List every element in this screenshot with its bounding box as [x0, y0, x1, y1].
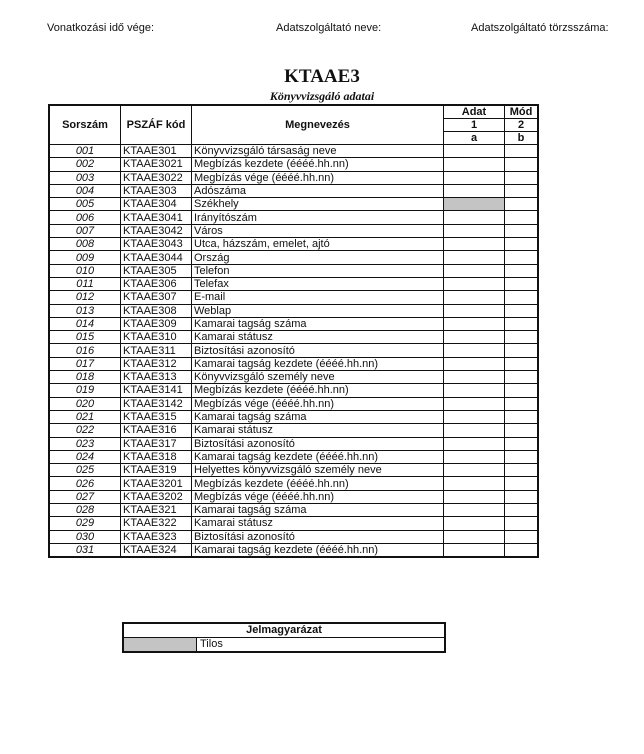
row-mod-cell[interactable] — [505, 224, 539, 237]
form-subtitle: Könyvvizsgáló adatai — [269, 89, 375, 103]
row-number: 030 — [49, 530, 121, 543]
row-pszaf-code: KTAAE316 — [121, 424, 192, 437]
row-number: 022 — [49, 424, 121, 437]
row-description: Biztosítási azonosító — [192, 344, 444, 357]
row-mod-cell[interactable] — [505, 331, 539, 344]
row-pszaf-code: KTAAE311 — [121, 344, 192, 357]
row-pszaf-code: KTAAE3202 — [121, 490, 192, 503]
row-number: 002 — [49, 158, 121, 171]
row-pszaf-code: KTAAE315 — [121, 410, 192, 423]
row-mod-cell[interactable] — [505, 464, 539, 477]
row-mod-cell[interactable] — [505, 517, 539, 530]
row-adat-cell[interactable] — [444, 450, 505, 463]
row-mod-cell[interactable] — [505, 184, 539, 197]
provider-id-label: Adatszolgáltató törzsszáma: — [471, 22, 609, 34]
header-adat-number: 1 — [444, 119, 505, 132]
row-description: Kamarai státusz — [192, 331, 444, 344]
row-pszaf-code: KTAAE305 — [121, 264, 192, 277]
row-adat-cell[interactable] — [444, 238, 505, 251]
header-mod-number: 2 — [505, 119, 539, 132]
row-description: Biztosítási azonosító — [192, 530, 444, 543]
row-pszaf-code: KTAAE3042 — [121, 224, 192, 237]
row-mod-cell[interactable] — [505, 344, 539, 357]
row-number: 024 — [49, 450, 121, 463]
row-mod-cell[interactable] — [505, 424, 539, 437]
row-description: Helyettes könyvvizsgáló személy neve — [192, 464, 444, 477]
row-adat-cell[interactable] — [444, 397, 505, 410]
table-row — [49, 184, 538, 197]
row-pszaf-code: KTAAE306 — [121, 277, 192, 290]
table-row — [49, 171, 538, 184]
row-description: Weblap — [192, 304, 444, 317]
row-adat-cell[interactable] — [444, 251, 505, 264]
table-row — [49, 251, 538, 264]
row-number: 005 — [49, 198, 121, 211]
row-number: 008 — [49, 238, 121, 251]
row-adat-cell[interactable] — [444, 517, 505, 530]
table-row — [49, 477, 538, 490]
row-description: Székhely — [192, 198, 444, 211]
header-mod: Mód — [505, 105, 539, 119]
row-pszaf-code: KTAAE3201 — [121, 477, 192, 490]
row-adat-cell[interactable] — [444, 211, 505, 224]
table-row — [49, 224, 538, 237]
row-description: Kamarai tagság kezdete (éééé.hh.nn) — [192, 543, 444, 557]
row-pszaf-code: KTAAE313 — [121, 371, 192, 384]
table-row — [49, 397, 538, 410]
row-description: Megbízás kezdete (éééé.hh.nn) — [192, 477, 444, 490]
row-description: Megbízás vége (éééé.hh.nn) — [192, 397, 444, 410]
row-adat-cell[interactable] — [444, 224, 505, 237]
table-row — [49, 464, 538, 477]
row-description: Megbízás vége (éééé.hh.nn) — [192, 490, 444, 503]
table-row — [49, 238, 538, 251]
row-description: Város — [192, 224, 444, 237]
row-mod-cell[interactable] — [505, 171, 539, 184]
row-description: Kamarai tagság száma — [192, 504, 444, 517]
table-row — [49, 384, 538, 397]
header-adat: Adat — [444, 105, 505, 119]
row-mod-cell[interactable] — [505, 357, 539, 370]
table-row — [49, 490, 538, 503]
row-description: Irányítószám — [192, 211, 444, 224]
row-description: Kamarai státusz — [192, 424, 444, 437]
row-pszaf-code: KTAAE307 — [121, 291, 192, 304]
table-row — [49, 450, 538, 463]
row-number: 025 — [49, 464, 121, 477]
row-adat-cell[interactable] — [444, 504, 505, 517]
form-title: KTAAE3 — [284, 66, 360, 87]
table-row — [49, 424, 538, 437]
row-number: 016 — [49, 344, 121, 357]
row-adat-cell[interactable] — [444, 530, 505, 543]
table-row — [49, 317, 538, 330]
row-number: 009 — [49, 251, 121, 264]
row-number: 015 — [49, 331, 121, 344]
auditor-data-table — [48, 104, 539, 558]
row-pszaf-code: KTAAE318 — [121, 450, 192, 463]
row-number: 007 — [49, 224, 121, 237]
legend-table — [122, 622, 446, 653]
row-mod-cell[interactable] — [505, 251, 539, 264]
row-adat-cell[interactable] — [444, 158, 505, 171]
row-adat-cell[interactable] — [444, 344, 505, 357]
row-number: 020 — [49, 397, 121, 410]
table-row — [49, 145, 538, 158]
table-row — [49, 371, 538, 384]
row-adat-cell[interactable] — [444, 543, 505, 557]
row-description: Könyvvizsgáló személy neve — [192, 371, 444, 384]
row-adat-cell[interactable] — [444, 477, 505, 490]
row-mod-cell[interactable] — [505, 211, 539, 224]
row-mod-cell[interactable] — [505, 145, 539, 158]
row-description: Megbízás vége (éééé.hh.nn) — [192, 171, 444, 184]
row-adat-cell[interactable] — [444, 291, 505, 304]
table-row — [49, 344, 538, 357]
row-pszaf-code: KTAAE3022 — [121, 171, 192, 184]
table-row — [49, 211, 538, 224]
table-row — [49, 304, 538, 317]
row-pszaf-code: KTAAE317 — [121, 437, 192, 450]
row-mod-cell[interactable] — [505, 291, 539, 304]
row-adat-cell[interactable] — [444, 184, 505, 197]
row-mod-cell[interactable] — [505, 317, 539, 330]
row-mod-cell[interactable] — [505, 450, 539, 463]
table-row — [49, 437, 538, 450]
row-mod-cell[interactable] — [505, 437, 539, 450]
header-mod-letter: b — [505, 132, 539, 145]
row-description: Kamarai státusz — [192, 517, 444, 530]
row-number: 014 — [49, 317, 121, 330]
row-pszaf-code: KTAAE322 — [121, 517, 192, 530]
provider-name-label: Adatszolgáltató neve: — [276, 22, 382, 34]
row-mod-cell[interactable] — [505, 397, 539, 410]
row-description: E-mail — [192, 291, 444, 304]
row-adat-cell[interactable] — [444, 357, 505, 370]
row-adat-cell[interactable] — [444, 490, 505, 503]
row-pszaf-code: KTAAE321 — [121, 504, 192, 517]
row-number: 029 — [49, 517, 121, 530]
row-number: 027 — [49, 490, 121, 503]
row-pszaf-code: KTAAE3141 — [121, 384, 192, 397]
row-number: 006 — [49, 211, 121, 224]
row-adat-cell[interactable] — [444, 145, 505, 158]
row-adat-cell — [444, 198, 505, 211]
table-row — [49, 198, 538, 211]
row-description: Adószáma — [192, 184, 444, 197]
row-mod-cell[interactable] — [505, 304, 539, 317]
row-pszaf-code: KTAAE309 — [121, 317, 192, 330]
row-number: 012 — [49, 291, 121, 304]
row-adat-cell[interactable] — [444, 464, 505, 477]
row-pszaf-code: KTAAE324 — [121, 543, 192, 557]
table-row — [49, 291, 538, 304]
header-sorszam: Sorszám — [49, 105, 121, 145]
row-pszaf-code: KTAAE3021 — [121, 158, 192, 171]
row-pszaf-code: KTAAE323 — [121, 530, 192, 543]
row-adat-cell[interactable] — [444, 371, 505, 384]
row-number: 017 — [49, 357, 121, 370]
row-pszaf-code: KTAAE312 — [121, 357, 192, 370]
row-pszaf-code: KTAAE301 — [121, 145, 192, 158]
row-adat-cell[interactable] — [444, 424, 505, 437]
row-mod-cell[interactable] — [505, 504, 539, 517]
row-description: Kamarai tagság száma — [192, 410, 444, 423]
row-number: 011 — [49, 277, 121, 290]
row-adat-cell[interactable] — [444, 264, 505, 277]
row-number: 018 — [49, 371, 121, 384]
table-row — [49, 277, 538, 290]
table-row — [49, 158, 538, 171]
row-adat-cell[interactable] — [444, 437, 505, 450]
row-number: 010 — [49, 264, 121, 277]
row-number: 001 — [49, 145, 121, 158]
table-row — [49, 410, 538, 423]
row-pszaf-code: KTAAE3043 — [121, 238, 192, 251]
legend-label-forbidden: Tilos — [197, 638, 446, 653]
row-description: Kamarai tagság kezdete (éééé.hh.nn) — [192, 450, 444, 463]
row-adat-cell[interactable] — [444, 304, 505, 317]
row-adat-cell[interactable] — [444, 384, 505, 397]
row-mod-cell[interactable] — [505, 264, 539, 277]
table-row — [49, 504, 538, 517]
row-description: Ország — [192, 251, 444, 264]
row-description: Megbízás kezdete (éééé.hh.nn) — [192, 384, 444, 397]
row-mod-cell[interactable] — [505, 371, 539, 384]
header-pszaf-kod: PSZÁF kód — [121, 105, 192, 145]
row-number: 013 — [49, 304, 121, 317]
row-pszaf-code: KTAAE319 — [121, 464, 192, 477]
row-adat-cell[interactable] — [444, 410, 505, 423]
row-description: Telefon — [192, 264, 444, 277]
row-pszaf-code: KTAAE308 — [121, 304, 192, 317]
row-adat-cell[interactable] — [444, 331, 505, 344]
row-pszaf-code: KTAAE304 — [121, 198, 192, 211]
table-row — [49, 530, 538, 543]
row-pszaf-code: KTAAE310 — [121, 331, 192, 344]
row-description: Utca, házszám, emelet, ajtó — [192, 238, 444, 251]
row-number: 004 — [49, 184, 121, 197]
row-mod-cell[interactable] — [505, 477, 539, 490]
row-number: 021 — [49, 410, 121, 423]
table-row — [49, 264, 538, 277]
row-mod-cell[interactable] — [505, 410, 539, 423]
row-description: Kamarai tagság száma — [192, 317, 444, 330]
row-description: Kamarai tagság kezdete (éééé.hh.nn) — [192, 357, 444, 370]
row-adat-cell[interactable] — [444, 317, 505, 330]
row-description: Könyvvizsgáló társaság neve — [192, 145, 444, 158]
row-mod-cell[interactable] — [505, 543, 539, 557]
header-megnevezes: Megnevezés — [192, 105, 444, 145]
row-description: Telefax — [192, 277, 444, 290]
row-mod-cell[interactable] — [505, 198, 539, 211]
table-row — [49, 543, 538, 557]
row-number: 028 — [49, 504, 121, 517]
header-adat-letter: a — [444, 132, 505, 145]
row-pszaf-code: KTAAE303 — [121, 184, 192, 197]
row-adat-cell[interactable] — [444, 171, 505, 184]
row-adat-cell[interactable] — [444, 277, 505, 290]
row-mod-cell[interactable] — [505, 490, 539, 503]
row-mod-cell[interactable] — [505, 158, 539, 171]
row-pszaf-code: KTAAE3041 — [121, 211, 192, 224]
table-row — [49, 357, 538, 370]
table-row — [49, 517, 538, 530]
row-number: 026 — [49, 477, 121, 490]
row-mod-cell[interactable] — [505, 277, 539, 290]
row-number: 023 — [49, 437, 121, 450]
legend-title: Jelmagyarázat — [123, 623, 445, 638]
row-number: 019 — [49, 384, 121, 397]
row-description: Megbízás kezdete (éééé.hh.nn) — [192, 158, 444, 171]
period-end-label: Vonatkozási idő vége: — [47, 22, 155, 34]
row-description: Biztosítási azonosító — [192, 437, 444, 450]
table-row — [49, 331, 538, 344]
row-number: 003 — [49, 171, 121, 184]
row-mod-cell[interactable] — [505, 530, 539, 543]
row-mod-cell[interactable] — [505, 238, 539, 251]
row-pszaf-code: KTAAE3142 — [121, 397, 192, 410]
row-mod-cell[interactable] — [505, 384, 539, 397]
row-number: 031 — [49, 543, 121, 557]
row-pszaf-code: KTAAE3044 — [121, 251, 192, 264]
legend-swatch-forbidden — [123, 638, 197, 653]
